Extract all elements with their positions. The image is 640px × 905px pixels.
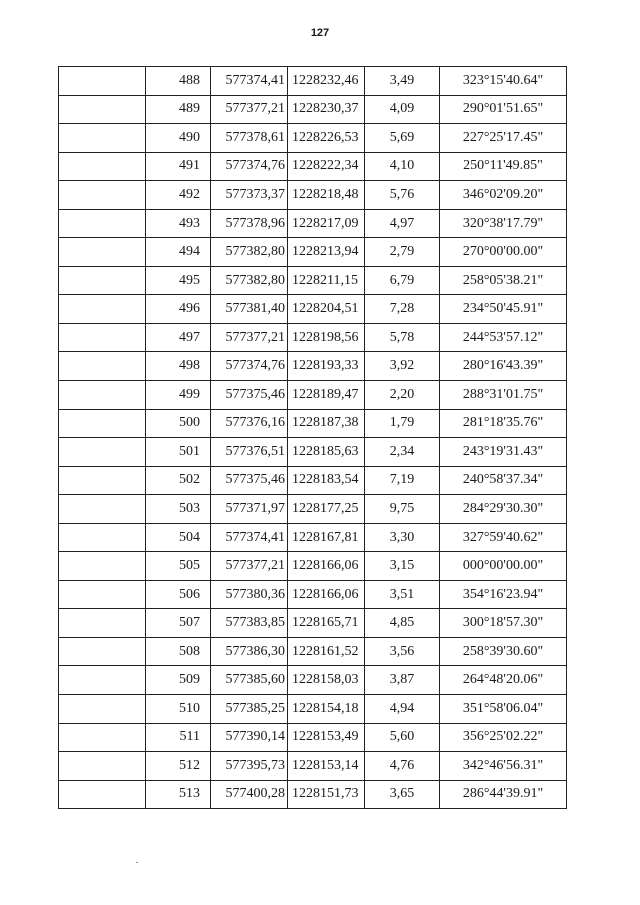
x-coordinate-cell: 577376,51 xyxy=(211,438,288,467)
segment-length-cell: 4,97 xyxy=(365,209,440,238)
direction-angle-cell: 290°01'51.65" xyxy=(440,95,567,124)
x-coordinate-cell: 577382,80 xyxy=(211,266,288,295)
y-coordinate-cell: 1228167,81 xyxy=(288,523,365,552)
y-coordinate-cell: 1228232,46 xyxy=(288,67,365,96)
x-coordinate-cell: 577400,28 xyxy=(211,780,288,809)
blank-cell xyxy=(59,438,146,467)
direction-angle-cell: 243°19'31.43" xyxy=(440,438,567,467)
blank-cell xyxy=(59,95,146,124)
point-number-cell: 491 xyxy=(146,152,211,181)
direction-angle-cell: 258°05'38.21" xyxy=(440,266,567,295)
table-row xyxy=(59,152,567,181)
blank-cell xyxy=(59,466,146,495)
y-coordinate-cell: 1228158,03 xyxy=(288,666,365,695)
point-number-cell: 494 xyxy=(146,238,211,267)
y-coordinate-cell: 1228189,47 xyxy=(288,381,365,410)
x-coordinate-cell: 577377,21 xyxy=(211,323,288,352)
blank-cell xyxy=(59,609,146,638)
table-row xyxy=(59,552,567,581)
point-number-cell: 510 xyxy=(146,695,211,724)
table-row xyxy=(59,266,567,295)
blank-cell xyxy=(59,209,146,238)
blank-cell xyxy=(59,780,146,809)
table-row xyxy=(59,209,567,238)
y-coordinate-cell: 1228187,38 xyxy=(288,409,365,438)
blank-cell xyxy=(59,409,146,438)
table-row xyxy=(59,323,567,352)
point-number-cell: 490 xyxy=(146,124,211,153)
blank-cell xyxy=(59,124,146,153)
point-number-cell: 505 xyxy=(146,552,211,581)
segment-length-cell: 4,76 xyxy=(365,752,440,781)
y-coordinate-cell: 1228198,56 xyxy=(288,323,365,352)
blank-cell xyxy=(59,266,146,295)
segment-length-cell: 3,92 xyxy=(365,352,440,381)
segment-length-cell: 3,30 xyxy=(365,523,440,552)
x-coordinate-cell: 577395,73 xyxy=(211,752,288,781)
point-number-cell: 504 xyxy=(146,523,211,552)
table-row xyxy=(59,523,567,552)
table-row xyxy=(59,780,567,809)
segment-length-cell: 3,49 xyxy=(365,67,440,96)
segment-length-cell: 3,56 xyxy=(365,637,440,666)
y-coordinate-cell: 1228222,34 xyxy=(288,152,365,181)
table-row xyxy=(59,666,567,695)
point-number-cell: 513 xyxy=(146,780,211,809)
segment-length-cell: 4,85 xyxy=(365,609,440,638)
direction-angle-cell: 284°29'30.30" xyxy=(440,495,567,524)
segment-length-cell: 5,76 xyxy=(365,181,440,210)
point-number-cell: 492 xyxy=(146,181,211,210)
segment-length-cell: 5,78 xyxy=(365,323,440,352)
x-coordinate-cell: 577376,16 xyxy=(211,409,288,438)
direction-angle-cell: 280°16'43.39" xyxy=(440,352,567,381)
segment-length-cell: 4,94 xyxy=(365,695,440,724)
y-coordinate-cell: 1228165,71 xyxy=(288,609,365,638)
table-row xyxy=(59,181,567,210)
direction-angle-cell: 354°16'23.94" xyxy=(440,580,567,609)
segment-length-cell: 7,19 xyxy=(365,466,440,495)
point-number-cell: 506 xyxy=(146,580,211,609)
x-coordinate-cell: 577373,37 xyxy=(211,181,288,210)
direction-angle-cell: 264°48'20.06" xyxy=(440,666,567,695)
direction-angle-cell: 244°53'57.12" xyxy=(440,323,567,352)
blank-cell xyxy=(59,323,146,352)
point-number-cell: 498 xyxy=(146,352,211,381)
x-coordinate-cell: 577375,46 xyxy=(211,466,288,495)
table-row xyxy=(59,438,567,467)
y-coordinate-cell: 1228154,18 xyxy=(288,695,365,724)
segment-length-cell: 5,60 xyxy=(365,723,440,752)
x-coordinate-cell: 577386,30 xyxy=(211,637,288,666)
x-coordinate-cell: 577375,46 xyxy=(211,381,288,410)
segment-length-cell: 3,87 xyxy=(365,666,440,695)
x-coordinate-cell: 577378,61 xyxy=(211,124,288,153)
point-number-cell: 497 xyxy=(146,323,211,352)
direction-angle-cell: 356°25'02.22" xyxy=(440,723,567,752)
direction-angle-cell: 286°44'39.91" xyxy=(440,780,567,809)
point-number-cell: 512 xyxy=(146,752,211,781)
direction-angle-cell: 281°18'35.76" xyxy=(440,409,567,438)
table-row xyxy=(59,580,567,609)
point-number-cell: 508 xyxy=(146,637,211,666)
table-row xyxy=(59,609,567,638)
coordinates-table-body xyxy=(59,67,567,809)
blank-cell xyxy=(59,723,146,752)
direction-angle-cell: 258°39'30.60" xyxy=(440,637,567,666)
direction-angle-cell: 327°59'40.62" xyxy=(440,523,567,552)
point-number-cell: 488 xyxy=(146,67,211,96)
table-row xyxy=(59,124,567,153)
direction-angle-cell: 300°18'57.30" xyxy=(440,609,567,638)
x-coordinate-cell: 577377,21 xyxy=(211,552,288,581)
point-number-cell: 489 xyxy=(146,95,211,124)
y-coordinate-cell: 1228166,06 xyxy=(288,552,365,581)
blank-cell xyxy=(59,352,146,381)
segment-length-cell: 2,20 xyxy=(365,381,440,410)
y-coordinate-cell: 1228161,52 xyxy=(288,637,365,666)
page-number: 127 xyxy=(310,27,330,39)
point-number-cell: 503 xyxy=(146,495,211,524)
y-coordinate-cell: 1228204,51 xyxy=(288,295,365,324)
x-coordinate-cell: 577390,14 xyxy=(211,723,288,752)
segment-length-cell: 9,75 xyxy=(365,495,440,524)
point-number-cell: 507 xyxy=(146,609,211,638)
scan-speck xyxy=(136,862,138,863)
blank-cell xyxy=(59,666,146,695)
segment-length-cell: 6,79 xyxy=(365,266,440,295)
x-coordinate-cell: 577378,96 xyxy=(211,209,288,238)
blank-cell xyxy=(59,295,146,324)
x-coordinate-cell: 577380,36 xyxy=(211,580,288,609)
blank-cell xyxy=(59,637,146,666)
blank-cell xyxy=(59,752,146,781)
x-coordinate-cell: 577385,60 xyxy=(211,666,288,695)
direction-angle-cell: 234°50'45.91" xyxy=(440,295,567,324)
direction-angle-cell: 250°11'49.85" xyxy=(440,152,567,181)
table-row xyxy=(59,466,567,495)
x-coordinate-cell: 577385,25 xyxy=(211,695,288,724)
table-row xyxy=(59,409,567,438)
point-number-cell: 511 xyxy=(146,723,211,752)
y-coordinate-cell: 1228217,09 xyxy=(288,209,365,238)
direction-angle-cell: 342°46'56.31" xyxy=(440,752,567,781)
direction-angle-cell: 346°02'09.20" xyxy=(440,181,567,210)
x-coordinate-cell: 577374,76 xyxy=(211,352,288,381)
y-coordinate-cell: 1228166,06 xyxy=(288,580,365,609)
table-row xyxy=(59,238,567,267)
segment-length-cell: 7,28 xyxy=(365,295,440,324)
y-coordinate-cell: 1228211,15 xyxy=(288,266,365,295)
direction-angle-cell: 240°58'37.34" xyxy=(440,466,567,495)
segment-length-cell: 2,34 xyxy=(365,438,440,467)
blank-cell xyxy=(59,495,146,524)
direction-angle-cell: 351°58'06.04" xyxy=(440,695,567,724)
y-coordinate-cell: 1228213,94 xyxy=(288,238,365,267)
y-coordinate-cell: 1228226,53 xyxy=(288,124,365,153)
point-number-cell: 496 xyxy=(146,295,211,324)
point-number-cell: 502 xyxy=(146,466,211,495)
segment-length-cell: 3,65 xyxy=(365,780,440,809)
point-number-cell: 495 xyxy=(146,266,211,295)
direction-angle-cell: 270°00'00.00" xyxy=(440,238,567,267)
x-coordinate-cell: 577383,85 xyxy=(211,609,288,638)
table-row xyxy=(59,723,567,752)
blank-cell xyxy=(59,181,146,210)
direction-angle-cell: 227°25'17.45" xyxy=(440,124,567,153)
table-row xyxy=(59,695,567,724)
y-coordinate-cell: 1228230,37 xyxy=(288,95,365,124)
blank-cell xyxy=(59,238,146,267)
segment-length-cell: 1,79 xyxy=(365,409,440,438)
blank-cell xyxy=(59,523,146,552)
table-row xyxy=(59,295,567,324)
table-row xyxy=(59,67,567,96)
segment-length-cell: 4,09 xyxy=(365,95,440,124)
y-coordinate-cell: 1228153,14 xyxy=(288,752,365,781)
segment-length-cell: 5,69 xyxy=(365,124,440,153)
coordinates-table xyxy=(58,66,567,809)
point-number-cell: 509 xyxy=(146,666,211,695)
table-row xyxy=(59,381,567,410)
y-coordinate-cell: 1228151,73 xyxy=(288,780,365,809)
segment-length-cell: 4,10 xyxy=(365,152,440,181)
point-number-cell: 500 xyxy=(146,409,211,438)
point-number-cell: 501 xyxy=(146,438,211,467)
y-coordinate-cell: 1228193,33 xyxy=(288,352,365,381)
table-row xyxy=(59,752,567,781)
x-coordinate-cell: 577377,21 xyxy=(211,95,288,124)
x-coordinate-cell: 577374,41 xyxy=(211,523,288,552)
x-coordinate-cell: 577371,97 xyxy=(211,495,288,524)
segment-length-cell: 3,15 xyxy=(365,552,440,581)
x-coordinate-cell: 577374,41 xyxy=(211,67,288,96)
table-row xyxy=(59,95,567,124)
blank-cell xyxy=(59,580,146,609)
y-coordinate-cell: 1228177,25 xyxy=(288,495,365,524)
x-coordinate-cell: 577374,76 xyxy=(211,152,288,181)
table-row xyxy=(59,637,567,666)
segment-length-cell: 2,79 xyxy=(365,238,440,267)
y-coordinate-cell: 1228185,63 xyxy=(288,438,365,467)
y-coordinate-cell: 1228153,49 xyxy=(288,723,365,752)
table-row xyxy=(59,352,567,381)
y-coordinate-cell: 1228183,54 xyxy=(288,466,365,495)
blank-cell xyxy=(59,381,146,410)
x-coordinate-cell: 577382,80 xyxy=(211,238,288,267)
point-number-cell: 493 xyxy=(146,209,211,238)
blank-cell xyxy=(59,67,146,96)
blank-cell xyxy=(59,152,146,181)
blank-cell xyxy=(59,695,146,724)
direction-angle-cell: 000°00'00.00" xyxy=(440,552,567,581)
point-number-cell: 499 xyxy=(146,381,211,410)
y-coordinate-cell: 1228218,48 xyxy=(288,181,365,210)
segment-length-cell: 3,51 xyxy=(365,580,440,609)
direction-angle-cell: 288°31'01.75" xyxy=(440,381,567,410)
table-row xyxy=(59,495,567,524)
direction-angle-cell: 320°38'17.79" xyxy=(440,209,567,238)
direction-angle-cell: 323°15'40.64" xyxy=(440,67,567,96)
blank-cell xyxy=(59,552,146,581)
x-coordinate-cell: 577381,40 xyxy=(211,295,288,324)
